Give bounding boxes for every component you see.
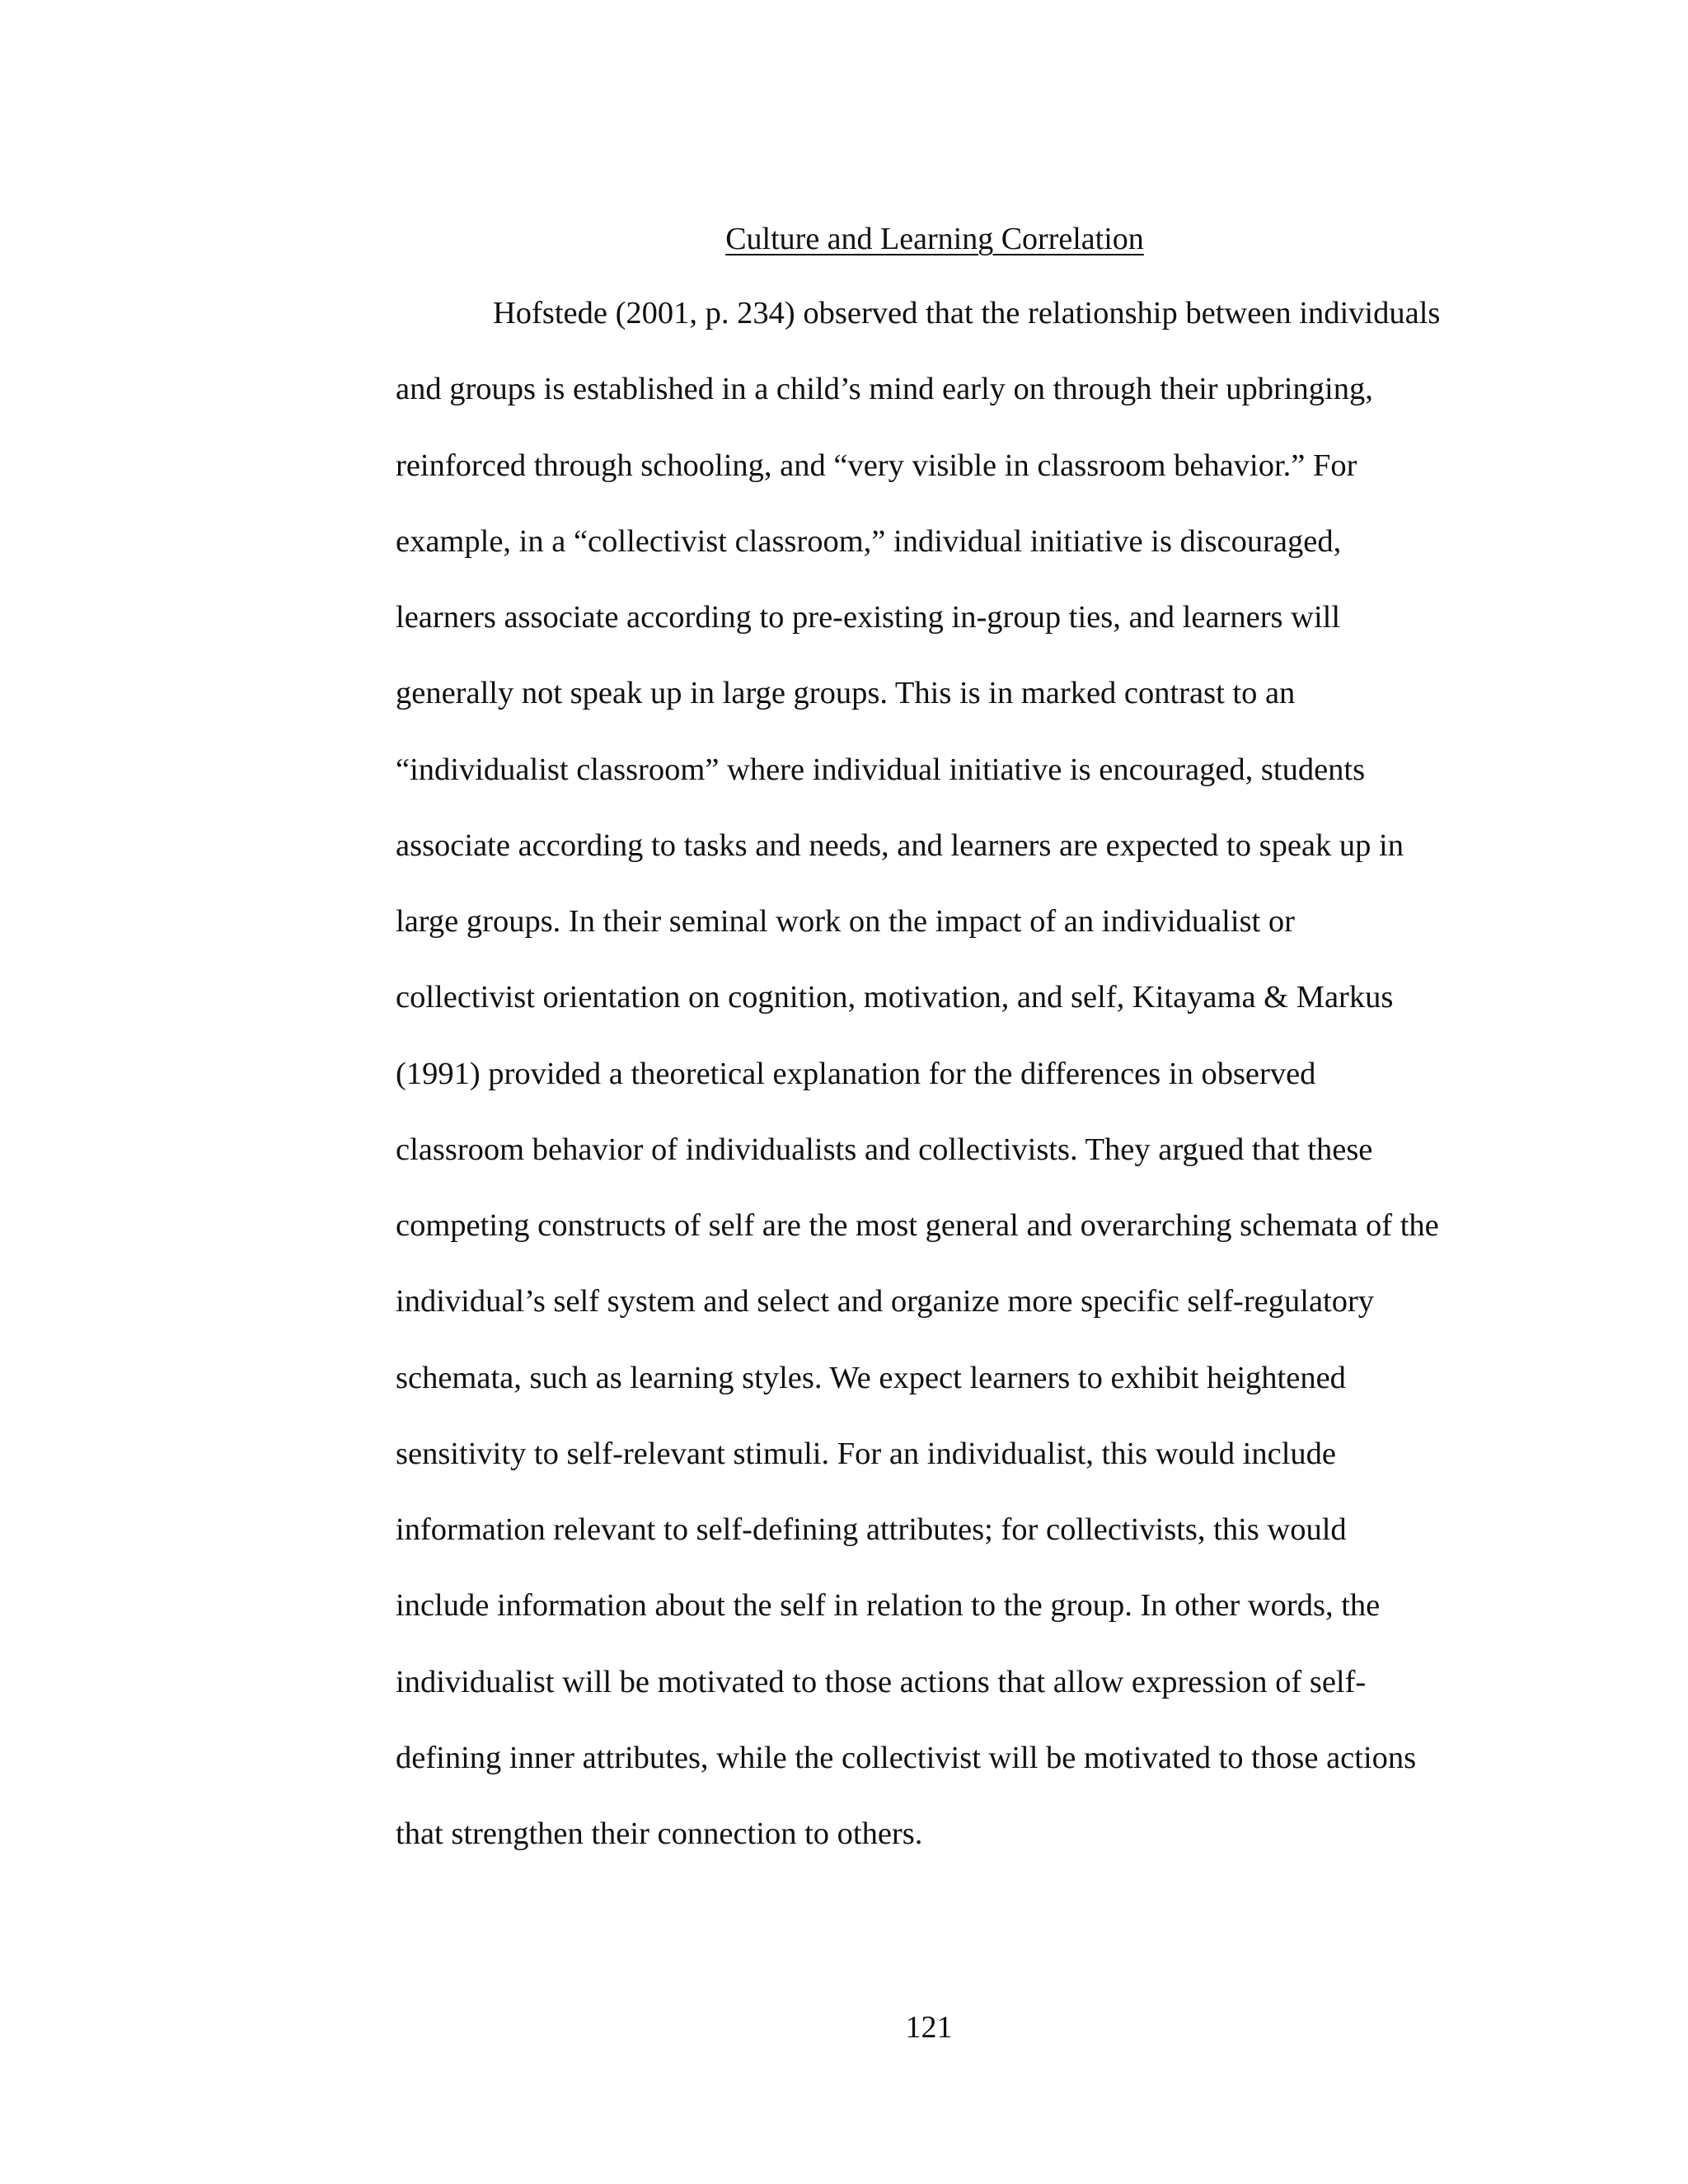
body-paragraph: [396, 292, 1484, 1888]
text-line: schemata, such as learning styles. We expect learners to exhibit heightened: [396, 1360, 1346, 1395]
text-line: collectivist orientation on cognition, motivation, and self, Kitayama & Markus: [396, 980, 1394, 1015]
text-line: (1991) provided a theoretical explanation for the differences in observed: [396, 1056, 1316, 1091]
text-line: classroom behavior of individualists and collectivists. They argued that these: [396, 1132, 1373, 1167]
page-number: 121: [905, 2010, 953, 2045]
text-line: and groups is established in a child’s mind early on through their upbringing,: [396, 372, 1373, 407]
text-line: sensitivity to self-relevant stimuli. For an individualist, this would include: [396, 1436, 1336, 1471]
text-line: that strengthen their connection to others.: [396, 1816, 923, 1851]
text-line: generally not speak up in large groups. This is in marked contrast to an: [396, 676, 1296, 711]
text-line: reinforced through schooling, and “very visible in classroom behavior.” For: [396, 448, 1357, 483]
text-line: include information about the self in relation to the group. In other words, the: [396, 1588, 1381, 1624]
text-line: learners associate according to pre-existing in-group ties, and learners will: [396, 600, 1341, 635]
text-line: example, in a “collectivist classroom,” individual initiative is discouraged,: [396, 523, 1342, 559]
text-line: large groups. In their seminal work on the impact of an individualist or: [396, 904, 1295, 939]
text-line: “individualist classroom” where individual initiative is encouraged, students: [396, 752, 1366, 787]
text-line: Hofstede (2001, p. 234) observed that the relationship between individuals: [493, 296, 1441, 330]
section-heading: Culture and Learning Correlation: [725, 222, 1144, 256]
text-line: individual’s self system and select and organize more specific self-regulatory: [396, 1284, 1375, 1319]
text-line: information relevant to self-defining attributes; for collectivists, this would: [396, 1512, 1347, 1547]
text-line: individualist will be motivated to those actions that allow expression of self-: [396, 1664, 1367, 1699]
text-line: associate according to tasks and needs, and learners are expected to speak up in: [396, 827, 1404, 863]
text-line: defining inner attributes, while the collectivist will be motivated to those actions: [396, 1740, 1417, 1775]
text-line: competing constructs of self are the most general and overarching schemata of the: [396, 1208, 1439, 1243]
